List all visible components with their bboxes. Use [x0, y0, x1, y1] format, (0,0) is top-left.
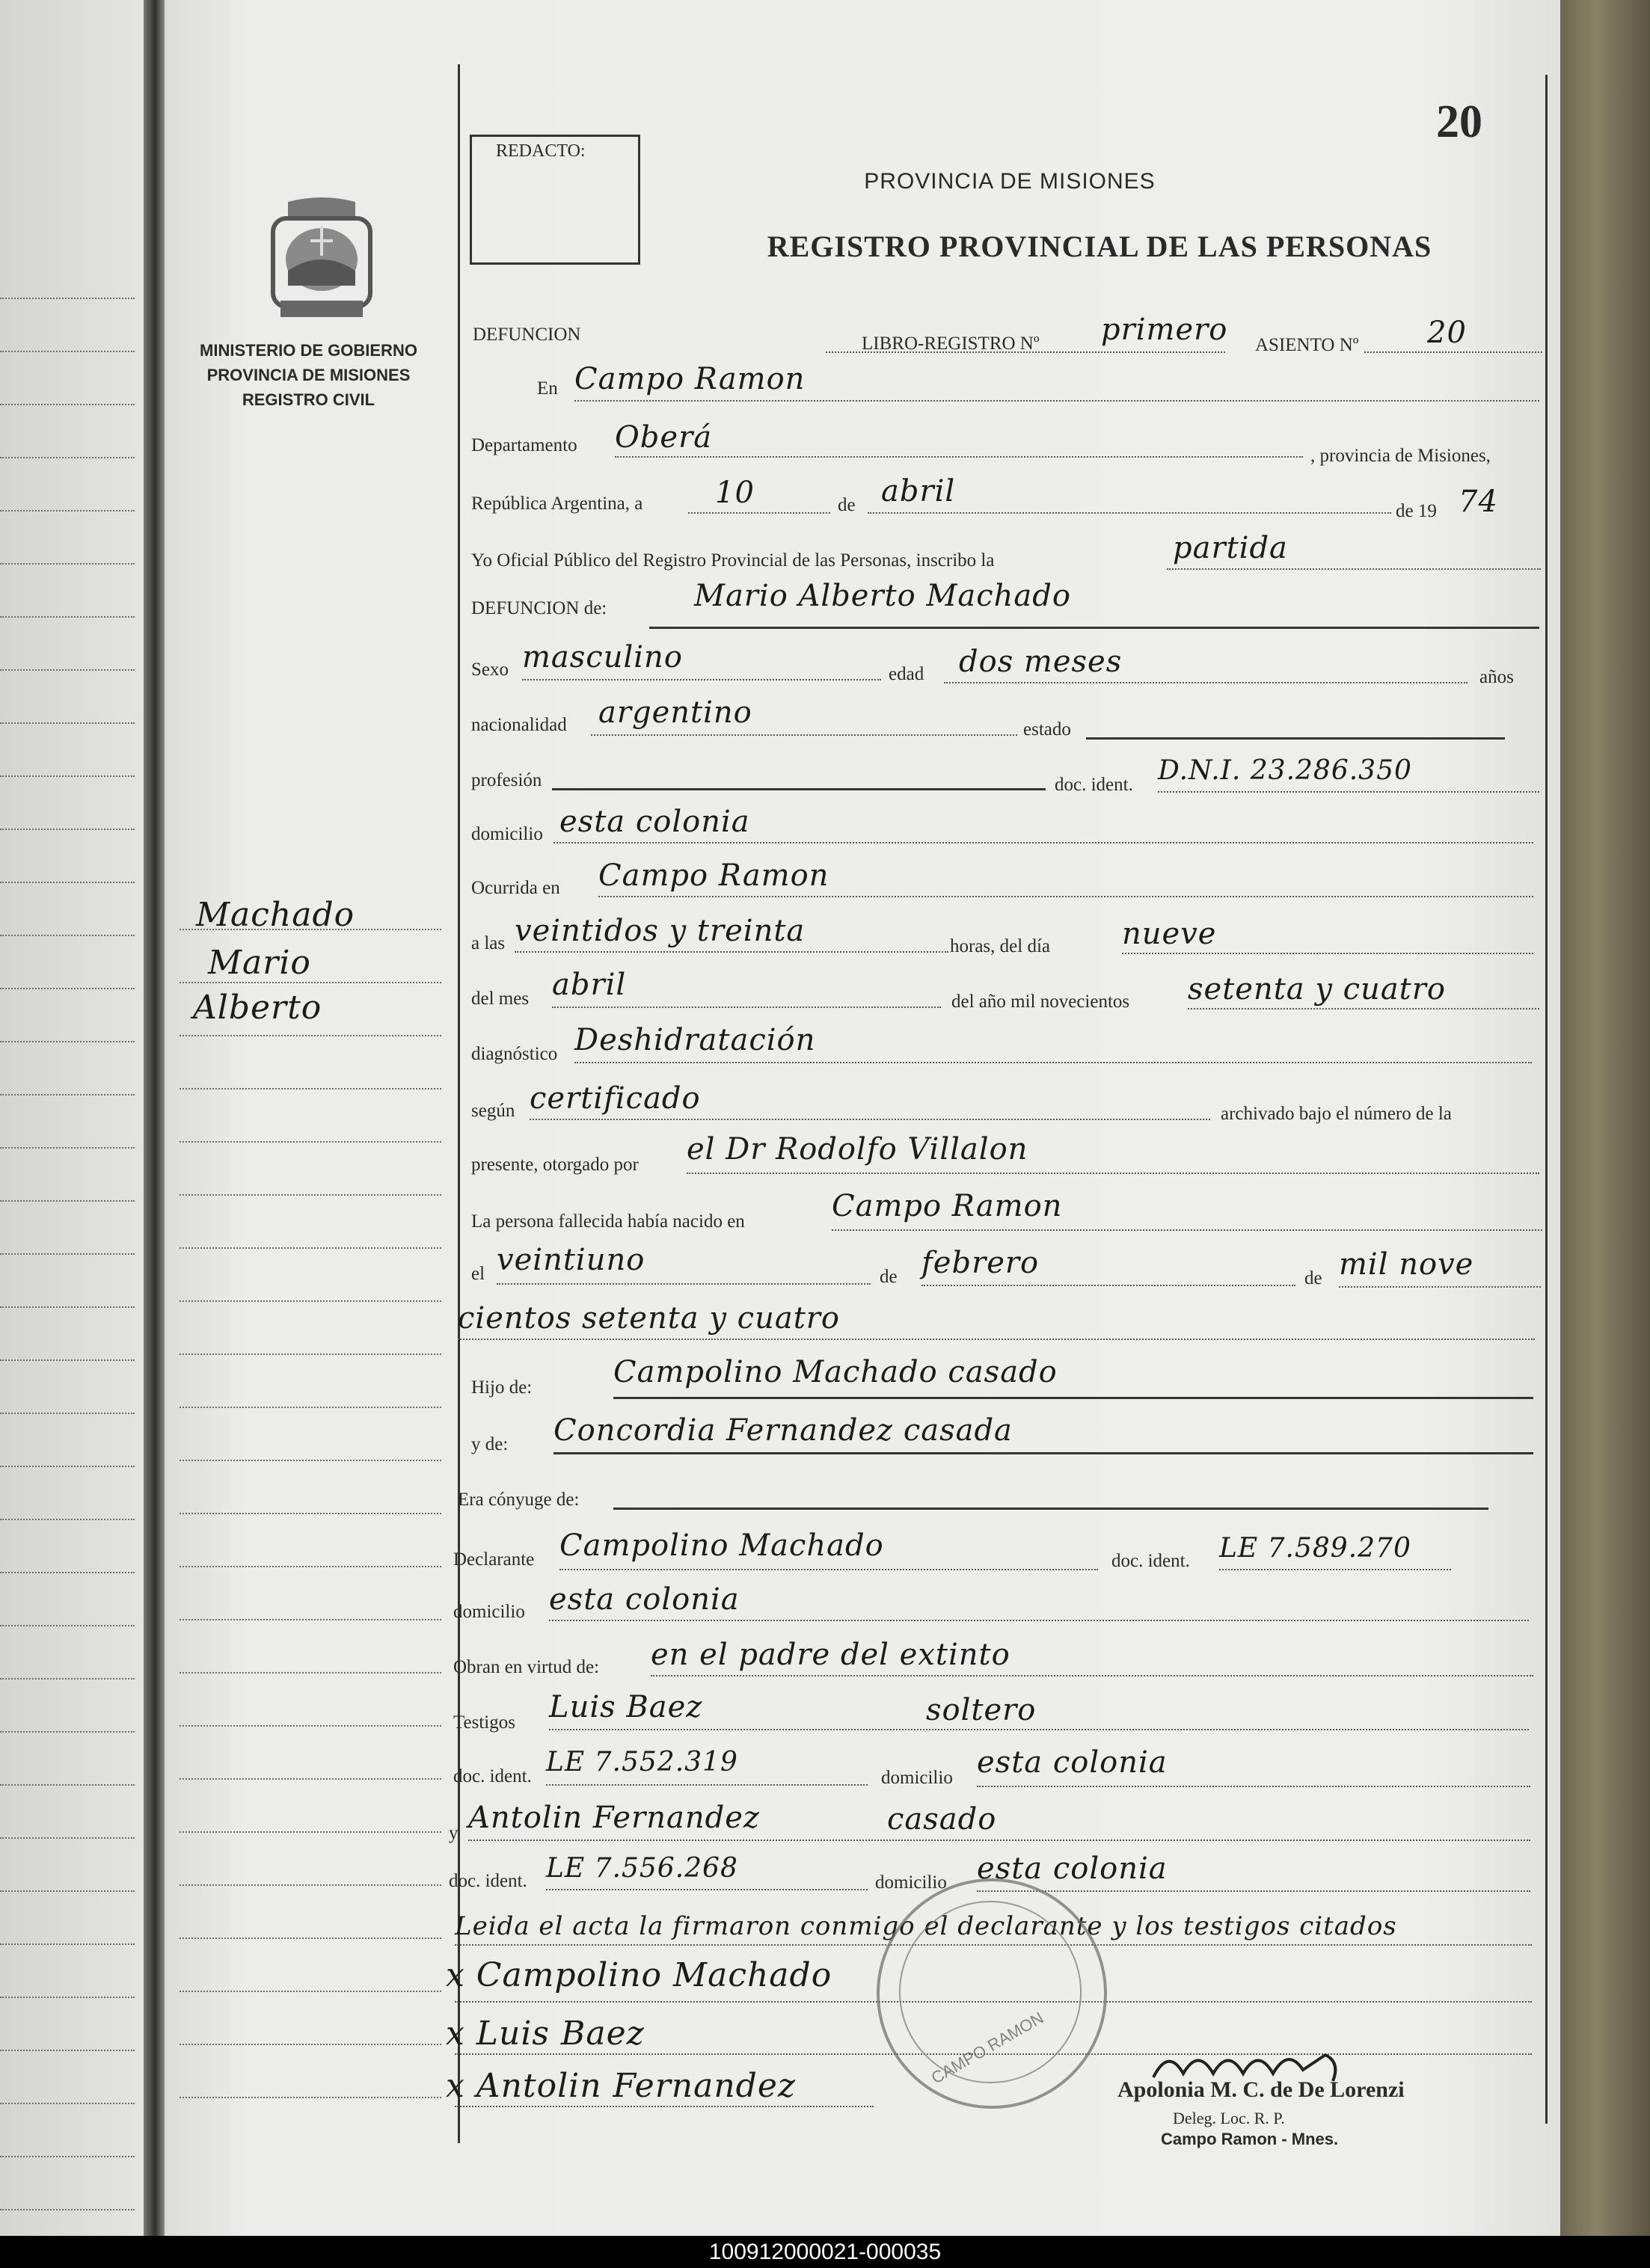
label-testigos: Testigos	[453, 1712, 515, 1733]
form-field-underline	[1188, 1008, 1539, 1009]
form-field-underline	[1339, 1286, 1541, 1288]
value-hora: veintidos y treinta	[515, 914, 806, 948]
form-field-underline	[832, 1229, 1542, 1231]
form-field-underline	[559, 1569, 1098, 1570]
value-tipo: partida	[1173, 531, 1288, 565]
left-ledger-line	[0, 988, 135, 989]
value-doc-ident: D.N.I. 23.286.350	[1158, 755, 1412, 786]
value-dia-nacimiento: veintiuno	[497, 1243, 645, 1277]
label-hijo-prefix: Hij	[471, 1377, 495, 1398]
label-nacionalidad: nacionalidad	[471, 715, 567, 735]
label-de-mes-nacimiento: de	[880, 1267, 898, 1287]
form-field-underline	[1167, 568, 1541, 570]
left-ledger-line	[0, 2156, 135, 2157]
label-estado: estado	[1023, 719, 1071, 740]
margin-note-surname: Machado	[196, 896, 355, 934]
label-republica: República Argentina, a	[471, 494, 643, 514]
margin-ledger-line	[180, 1725, 441, 1727]
right-rule	[1545, 75, 1548, 2124]
left-ledger-line	[0, 1094, 135, 1095]
label-y: y	[449, 1823, 458, 1843]
left-ledger-line	[0, 775, 135, 777]
value-hijo-suffix: o	[494, 1377, 505, 1398]
margin-ledger-line	[180, 1247, 441, 1249]
value-asiento-numero: 20	[1427, 316, 1467, 350]
label-testigo1-doc: doc. ident.	[453, 1766, 532, 1786]
form-field-underline	[687, 1173, 1539, 1174]
label-provincia-misiones: , provincia de Misiones,	[1310, 446, 1491, 466]
left-ledger-line	[0, 616, 135, 618]
margin-ledger-line	[180, 1513, 441, 1514]
registry-title: REGISTRO PROVINCIAL DE LAS PERSONAS	[767, 230, 1432, 263]
form-field-underline	[574, 1062, 1532, 1063]
label-y-de: y de:	[471, 1434, 509, 1454]
left-ledger-line	[0, 669, 135, 671]
left-ledger-line	[0, 935, 135, 936]
official-stamp	[877, 1878, 1107, 2109]
form-field-underline	[553, 842, 1533, 843]
left-ledger-line	[0, 351, 135, 352]
label-horas-del-dia: horas, del día	[950, 936, 1050, 956]
value-diagnostico: Deshidratación	[574, 1023, 816, 1057]
left-ledger-line	[0, 1625, 135, 1626]
left-ledger-line	[0, 1306, 135, 1308]
form-field-underline	[574, 400, 1539, 402]
value-nacido-en: Campo Ramon	[832, 1189, 1063, 1223]
label-en: En	[537, 378, 558, 399]
coat-of-arms-icon	[258, 196, 385, 323]
margin-ledger-line	[180, 2044, 441, 2045]
margin-ledger-line	[180, 1831, 441, 1833]
page-number: 20	[1436, 96, 1482, 147]
left-ledger-line	[0, 1519, 135, 1520]
label-testigo2-doc: doc. ident.	[449, 1871, 527, 1891]
book-spine	[144, 0, 165, 2236]
form-field-underline	[868, 512, 1391, 514]
form-field-underline	[530, 1119, 1210, 1120]
label-ocurrida-en: Ocurrida en	[471, 878, 560, 898]
ministry-line-2: PROVINCIA DE MISIONES	[206, 366, 411, 384]
margin-note-name-2: Alberto	[193, 989, 322, 1027]
signature-testigo2: x Antolin Fernandez	[446, 2067, 797, 2105]
left-ledger-line	[0, 882, 135, 883]
value-testigo1-domicilio: esta colonia	[977, 1745, 1168, 1780]
left-ledger-line	[0, 1890, 135, 1892]
form-field-underline	[591, 734, 1017, 736]
left-ledger-line	[0, 2209, 135, 2210]
ministry-line-3: REGISTRO CIVIL	[242, 390, 375, 409]
margin-ledger-line	[180, 1035, 441, 1036]
form-field-underline	[549, 1729, 1529, 1730]
label-departamento: Departamento	[471, 435, 577, 455]
value-leida: Leida el acta la firmaron conmigo el declarante y los testigos citados	[455, 1911, 1397, 1941]
value-edad: dos meses	[959, 645, 1123, 679]
label-declarante-doc: doc. ident.	[1111, 1551, 1190, 1571]
value-libro-numero: primero	[1101, 313, 1228, 347]
form-field-underline	[497, 1283, 871, 1285]
margin-ledger-line	[180, 1884, 441, 1886]
margin-ledger-line	[180, 1991, 441, 1992]
value-segun: certificado	[530, 1081, 701, 1116]
margin-ledger-line	[180, 2097, 441, 2098]
label-anos: años	[1479, 667, 1514, 687]
margin-ledger-line	[180, 1778, 441, 1780]
label-el: el	[471, 1264, 485, 1284]
value-declarante-domicilio: esta colonia	[549, 1582, 740, 1617]
left-ledger-line	[0, 722, 135, 724]
left-ledger-line	[0, 1253, 135, 1255]
ministry-line-1: MINISTERIO DE GOBIERNO	[200, 341, 417, 360]
value-testigo2-domicilio: esta colonia	[977, 1851, 1168, 1886]
label-hijo: Hijo de:	[471, 1377, 533, 1398]
value-testigo2-doc: LE 7.556.268	[546, 1853, 738, 1884]
value-mes-nacimiento: febrero	[921, 1246, 1040, 1280]
book-cover-edge	[1560, 0, 1650, 2236]
label-testigo1-domicilio: domicilio	[881, 1768, 953, 1788]
left-ledger-line	[0, 1943, 135, 1945]
value-obran: en el padre del extinto	[651, 1638, 1010, 1672]
label-libro-registro: LIBRO-REGISTRO Nº	[862, 334, 1040, 354]
signature-declarante: x Campolino Machado	[446, 1956, 832, 1994]
form-field-underline	[688, 512, 830, 514]
value-lugar: Campo Ramon	[574, 362, 806, 396]
form-field-underline	[1122, 953, 1533, 954]
value-padre: Campolino Machado casado	[613, 1355, 1058, 1389]
form-field-underline	[944, 682, 1467, 683]
label-declarante-domicilio: domicilio	[453, 1602, 525, 1622]
form-field-underline	[522, 679, 881, 680]
label-yo-oficial: Yo Oficial Público del Registro Provincial de las Personas, inscribo la	[471, 550, 995, 571]
value-ano: 74	[1459, 485, 1498, 519]
label-edad: edad	[889, 664, 924, 684]
form-field-underline	[552, 1007, 941, 1008]
form-field-underline	[1364, 351, 1542, 353]
margin-ledger-line	[180, 1937, 441, 1939]
left-ledger-line	[0, 1413, 135, 1414]
margin-ledger-line	[180, 1141, 441, 1143]
left-ledger-line	[0, 404, 135, 405]
signature-testigo1: x Luis Baez	[446, 2015, 645, 2053]
left-ledger-line	[0, 457, 135, 458]
form-field-underline	[826, 351, 1225, 353]
value-otorgado-por: el Dr Rodolfo Villalon	[687, 1132, 1028, 1167]
form-field-underline	[549, 1620, 1529, 1621]
margin-ledger-line	[180, 1566, 441, 1567]
form-field-underline	[552, 788, 1046, 790]
margin-ledger-line	[180, 1300, 441, 1302]
left-ledger-line	[0, 298, 135, 299]
value-sexo: masculino	[522, 640, 683, 674]
value-dia-fallecimiento: nueve	[1122, 917, 1217, 951]
form-field-underline	[615, 456, 1303, 458]
margin-ledger-line	[180, 1460, 441, 1461]
label-presente-otorgado: presente, otorgado por	[471, 1155, 639, 1175]
value-domicilio: esta colonia	[559, 805, 750, 839]
label-testigo2-domicilio: domicilio	[875, 1872, 947, 1893]
value-mes-fallecimiento: abril	[552, 968, 627, 1002]
left-ledger-line	[0, 829, 135, 830]
value-mes: abril	[881, 474, 956, 508]
official-place: Campo Ramon - Mnes.	[1161, 2130, 1339, 2148]
label-obran: Obran en virtud de:	[453, 1657, 600, 1677]
value-nacionalidad: argentino	[598, 695, 752, 730]
archive-code: 100912000021-000035	[708, 2240, 942, 2264]
value-testigo2: Antolin Fernandez	[468, 1801, 760, 1835]
value-testigo1-doc: LE 7.552.319	[546, 1747, 738, 1777]
label-a-las: a las	[471, 933, 506, 953]
label-declarante: Declarante	[453, 1549, 535, 1570]
label-doc-ident: doc. ident.	[1055, 775, 1133, 795]
form-field-underline	[649, 627, 1539, 629]
form-field-underline	[613, 1397, 1533, 1399]
value-ano-nacimiento-2: cientos setenta y cuatro	[458, 1301, 840, 1336]
left-ledger-line	[0, 1784, 135, 1786]
official-name: Apolonia M. C. de De Lorenzi	[1117, 2077, 1405, 2102]
left-page	[0, 0, 144, 2236]
label-del-ano: del año mil novecientos	[951, 992, 1130, 1012]
form-field-underline	[1219, 1569, 1451, 1570]
left-ledger-line	[0, 1678, 135, 1680]
label-de-19: de 19	[1396, 501, 1437, 521]
label-diagnostico: diagnóstico	[471, 1044, 558, 1064]
margin-ledger-line	[180, 1619, 441, 1620]
left-ledger-line	[0, 1837, 135, 1839]
label-defuncion-de: DEFUNCION de:	[471, 598, 607, 618]
value-testigo2-estado: casado	[887, 1802, 997, 1837]
left-ledger-line	[0, 1200, 135, 1202]
value-ano-nacimiento-1: mil nove	[1339, 1247, 1474, 1282]
left-ledger-line	[0, 1041, 135, 1042]
left-ledger-line	[0, 1359, 135, 1361]
form-field-underline	[553, 1452, 1533, 1454]
label-era-conyuge: Era cónyuge de:	[458, 1490, 580, 1510]
margin-ledger-line	[180, 1088, 441, 1090]
left-ledger-line	[0, 2103, 135, 2104]
label-archivado: archivado bajo el número de la	[1221, 1104, 1452, 1124]
left-ledger-line	[0, 1572, 135, 1573]
value-declarante: Campolino Machado	[559, 1528, 884, 1563]
archive-footer-bar	[0, 2236, 1650, 2268]
label-de-ano-nacimiento: de	[1304, 1268, 1322, 1288]
redacto-box	[470, 135, 640, 265]
label-segun: según	[471, 1101, 515, 1121]
label-sexo: Sexo	[471, 660, 509, 680]
form-field-underline	[458, 1339, 1535, 1340]
margin-ledger-line	[180, 982, 441, 983]
form-field-underline	[1086, 737, 1505, 740]
form-field-underline	[613, 1508, 1488, 1510]
label-profesion: profesión	[471, 770, 542, 790]
form-field-underline	[455, 2106, 874, 2107]
label-de: de	[838, 495, 856, 515]
value-testigo1: Luis Baez	[549, 1690, 703, 1724]
value-dia: 10	[715, 476, 755, 510]
form-field-underline	[977, 1786, 1530, 1787]
value-ocurrida-en: Campo Ramon	[598, 858, 829, 893]
form-field-underline	[515, 951, 948, 953]
form-field-underline	[598, 896, 1533, 897]
margin-ledger-line	[180, 1353, 441, 1355]
official-title: Deleg. Loc. R. P.	[1173, 2109, 1285, 2127]
value-nombre: Mario Alberto Machado	[694, 579, 1071, 613]
left-ledger-line	[0, 1466, 135, 1467]
margin-ledger-line	[180, 1672, 441, 1674]
official-stamp-text: CAMPO RAMON	[927, 2008, 1047, 2088]
value-ano-fallecimiento: setenta y cuatro	[1188, 972, 1446, 1007]
form-field-underline	[977, 1890, 1530, 1892]
left-ledger-line	[0, 1731, 135, 1733]
province-title: PROVINCIA DE MISIONES	[864, 169, 1156, 194]
left-ledger-line	[0, 1997, 135, 1998]
left-ledger-line	[0, 2050, 135, 2051]
value-departamento: Oberá	[615, 420, 713, 455]
form-field-underline	[1158, 791, 1539, 793]
label-del-mes: del mes	[471, 989, 530, 1009]
label-domicilio: domicilio	[471, 824, 543, 844]
margin-note-name-1: Mario	[208, 944, 311, 982]
value-madre: Concordia Fernandez casada	[553, 1413, 1013, 1448]
left-ledger-line	[0, 1147, 135, 1149]
label-persona-nacido: La persona fallecida había nacido en	[471, 1211, 745, 1232]
label-asiento: ASIENTO Nº	[1255, 335, 1359, 355]
form-field-underline	[921, 1285, 1295, 1286]
margin-ledger-line	[180, 1194, 441, 1196]
form-field-underline	[468, 1840, 1530, 1841]
form-field-underline	[546, 1784, 868, 1786]
ministry-block	[187, 338, 430, 412]
left-ledger-line	[0, 510, 135, 511]
value-testigo1-estado: soltero	[926, 1693, 1037, 1727]
label-defuncion: DEFUNCION	[473, 325, 581, 345]
redacto-label: REDACTO:	[496, 141, 586, 161]
form-field-underline	[651, 1675, 1533, 1677]
left-ledger-line	[0, 563, 135, 565]
form-field-underline	[546, 1889, 868, 1890]
value-declarante-doc: LE 7.589.270	[1219, 1533, 1411, 1564]
margin-ledger-line	[180, 1407, 441, 1408]
